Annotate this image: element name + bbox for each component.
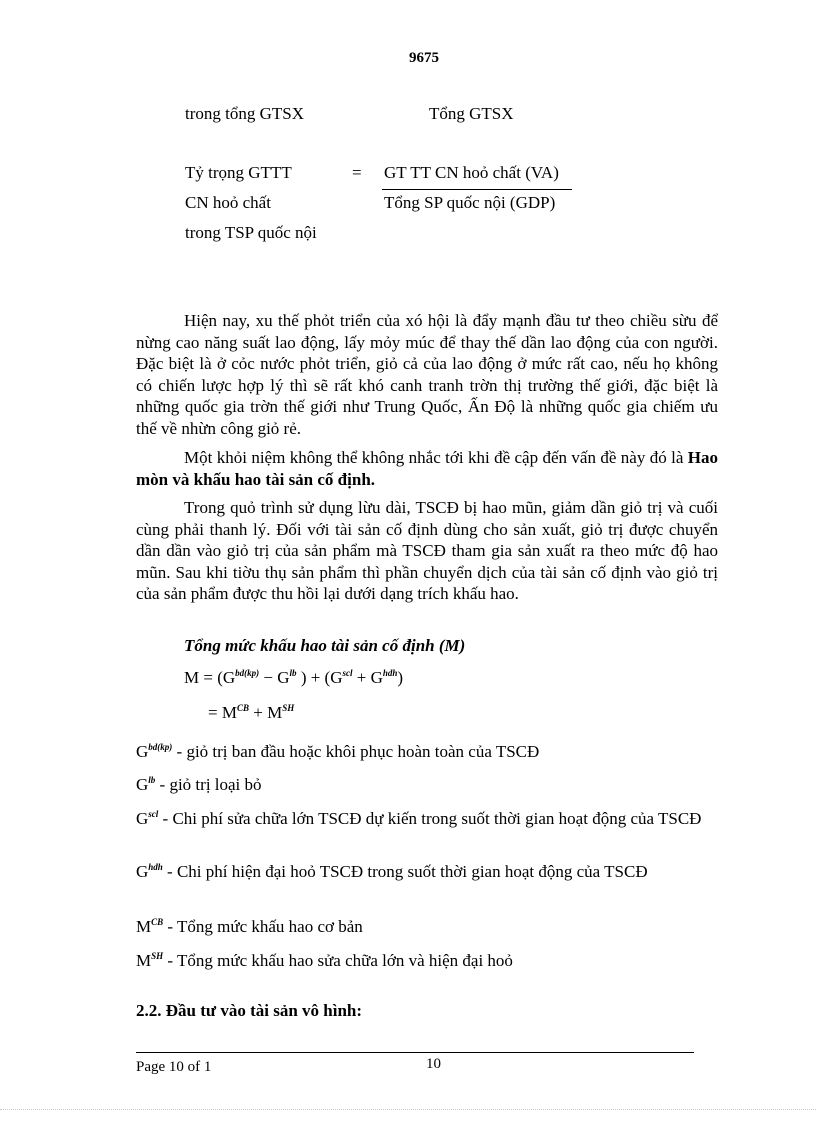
formula2-denominator: Tổng SP quốc nội (GDP) <box>384 193 556 212</box>
footer-page-label: Page 10 of 1 <box>136 1059 212 1075</box>
page-code: 9675 <box>409 50 439 66</box>
footer-page-number: 10 <box>426 1056 441 1072</box>
section-heading: Tổng mức khấu hao tài sản cố định (M) <box>184 636 466 655</box>
definition-sh: $M^{SH}$ - Tổng mức khấu hao sửa chữa lớn và hiện đại hoỏ <box>136 951 513 970</box>
definition-lb: $G^{lb}$ - giỏ trị loại bỏ <box>136 775 262 794</box>
formula3-line1: $M = (G^{bd(kp)} - G^{lb}$ ) + $(G^{scl} + G^{hdh})$ <box>184 668 404 687</box>
paragraph-1: Hiện nay, xu thế phỏt triển của xó hội là đẩy mạnh đầu tư theo chiều sừu để nừng cao năng suất lao động, lấy mỏy múc để thay thế dần lao động của con người. Đặc biệt là ở cỏc nước phỏt triển, giỏ cả của lao động ở mức rất cao, nếu họ không có chiến lược hợp lý thì sẽ rất khó canh tranh trờn thị trường thế giới, đặc biệt là những quốc gia trờn thế giới như Trung Quốc, Ấn Độ là những quốc gia chiếm ưu thế về nhừn công giỏ rẻ. <box>136 311 718 438</box>
paragraph-3: Trong quỏ trình sử dụng lừu dài, TSCĐ bị hao mũn, giảm dần giỏ trị và cuối cùng phải thanh lý. Đối với tài sản cố định dùng cho sản xuất, giỏ trị được chuyển dần dần vào giỏ trị của sản phẩm mà TSCĐ tham gia sản xuất ra theo mức độ hao mũn. Sau khi tiờu thụ sản phẩm thì phần chuyển dịch của tài sản cố định vào giỏ trị của sản phẩm được thu hồi lại dưới dạng trích khấu hao. <box>136 498 718 603</box>
formula2-label-line3: trong TSP quốc nội <box>185 223 317 242</box>
footer-rule <box>136 1052 694 1053</box>
formula2-equals: = <box>352 163 362 182</box>
page-bottom-edge <box>0 1109 816 1110</box>
subsection-heading: 2.2. Đầu tư vào tài sản vô hình: <box>136 1001 363 1020</box>
definition-hdh: $G^{hdh}$ - Chi phí hiện đại hoỏ TSCĐ trong suốt thời gian hoạt động của TSCĐ <box>136 862 648 881</box>
formula3-line2: = $M^{CB} + M^{SH}$ <box>208 703 295 722</box>
paragraph-2 <box>136 447 718 490</box>
formula2-label-line1: Tỷ trọng GTTT <box>185 163 292 182</box>
paragraph-2-text: Một khỏi niệm không thể không nhắc tới khi đề cập đến vấn đề này đó là <box>184 448 688 467</box>
fraction-bar <box>382 189 572 190</box>
formula1-right-label: Tổng GTSX <box>429 104 514 123</box>
definition-cb: $M^{CB}$ - Tổng mức khấu hao cơ bản <box>136 917 363 936</box>
formula1-left-label: trong tổng GTSX <box>185 104 304 123</box>
formula2-numerator: GT TT CN hoỏ chất (VA) <box>384 163 559 182</box>
paragraph-2-bold: Hao mòn và khấu hao tài sản cố định. <box>136 448 718 489</box>
formula2-label-line2: CN hoỏ chất <box>185 193 271 212</box>
definition-bd: $G^{bd(kp)}$ - giỏ trị ban đầu hoặc khôi phục hoàn toàn của TSCĐ <box>136 742 540 761</box>
definition-scl: $G^{scl}$ - Chi phí sửa chữa lớn TSCĐ dự kiến trong suốt thời gian hoạt động của TSCĐ <box>136 809 702 828</box>
